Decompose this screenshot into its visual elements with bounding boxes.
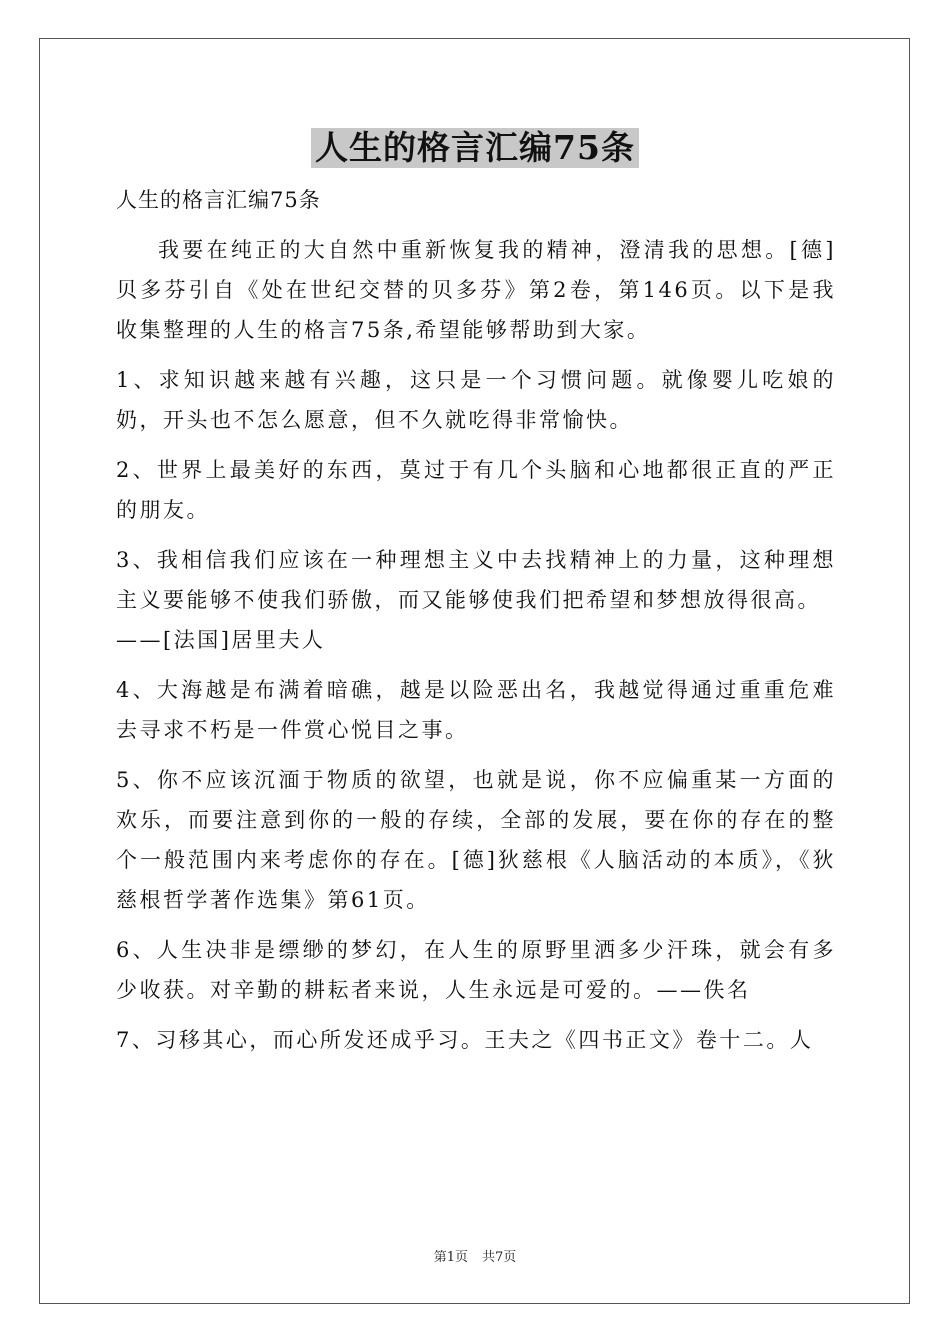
quote-item: 2、世界上最美好的东西，莫过于有几个头脑和心地都很正直的严正的朋友。	[116, 458, 836, 522]
quote-attribution: ——[法国]居里夫人	[116, 628, 326, 652]
page-number: 第1页	[433, 1250, 468, 1265]
page-total: 共7页	[482, 1250, 517, 1265]
document-body	[116, 180, 836, 1070]
page-footer	[0, 1246, 950, 1265]
quote-item: 7、习移其心，而心所发还成乎习。王夫之《四书正文》卷十二。人	[116, 1028, 814, 1052]
document-subtitle: 人生的格言汇编75条	[116, 188, 321, 212]
quote-item: 3、我相信我们应该在一种理想主义中去找精神上的力量，这种理想主义要能够不使我们骄傲，而又能够使我们把希望和梦想放得很高。	[116, 548, 836, 612]
intro-paragraph: 我要在纯正的大自然中重新恢复我的精神，澄清我的思想。[德]贝多芬引自《处在世纪交替的贝多芬》第2卷，第146页。以下是我收集整理的人生的格言75条,希望能够帮助到大家。	[116, 238, 836, 342]
quote-item: 6、人生决非是缥缈的梦幻，在人生的原野里洒多少汗珠，就会有多少收获。对辛勤的耕耘者来说，人生永远是可爱的。——佚名	[116, 938, 836, 1002]
quote-item: 4、大海越是布满着暗礁，越是以险恶出名，我越觉得通过重重危难去寻求不朽是一件赏心悦目之事。	[116, 678, 836, 742]
document-title: 人生的格言汇编75条	[311, 128, 639, 168]
quote-item: 5、你不应该沉湎于物质的欲望，也就是说，你不应偏重某一方面的欢乐，而要注意到你的一般的存续，全部的发展，要在你的存在的整个一般范围内来考虑你的存在。[德]狄慈根《人脑活动的本质》，《狄慈根哲学著作选集》第61页。	[116, 768, 836, 912]
title-container	[0, 128, 950, 168]
quote-item: 1、求知识越来越有兴趣，这只是一个习惯问题。就像婴儿吃娘的奶，开头也不怎么愿意，但不久就吃得非常愉快。	[116, 368, 836, 432]
